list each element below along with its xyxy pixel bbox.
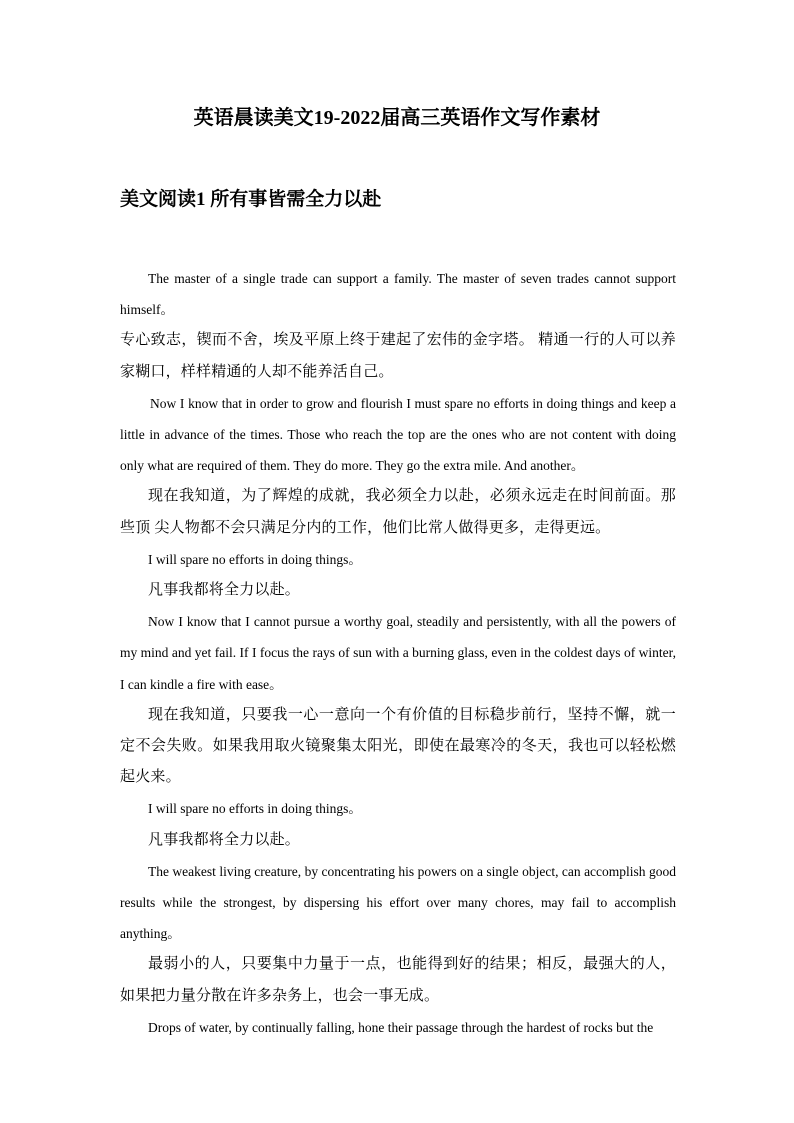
paragraph-cn: 现在我知道，只要我一心一意向一个有价值的目标稳步前行，坚持不懈，就一定不会失败。如果我用取火镜聚集太阳光，即使在最寒冷的冬天，我也可以轻松燃起火来。 <box>120 706 676 786</box>
document-title: 英语晨读美文19-2022届高三英语作文写作素材 <box>193 107 601 129</box>
paragraph-en: I will spare no efforts in doing things。 <box>148 801 362 817</box>
paragraph-cn: 最弱小的人，只要集中力量于一点，也能得到好的结果；相反，最强大的人，如果把力量分散在许多杂务上，也会一事无成。 <box>120 956 676 1004</box>
paragraph-en: Now I know that in order to grow and flourish I must spare no efforts in doing things and keep a little in advance of the times. Those who reach the top are the ones who are not content with doing only what are required of them. They do more. They go the extra mile. And another。 <box>120 395 676 474</box>
paragraph-en: The master of a single trade can support a family. The master of seven trades cannot support himself。 <box>120 271 676 318</box>
paragraph-cn: 凡事我都将全力以赴。 <box>148 831 301 848</box>
paragraph-en: Drops of water, by continually falling, hone their passage through the hardest of rocks but the <box>148 1019 654 1035</box>
section-title: 美文阅读1 所有事皆需全力以赴 <box>120 189 382 210</box>
paragraph-cn: 专心致志，锲而不舍，埃及平原上终于建起了宏伟的金字塔。 精通一行的人可以养家糊口，样样精通的人却不能养活自己。 <box>120 332 676 380</box>
paragraph-cn: 凡事我都将全力以赴。 <box>148 582 301 599</box>
paragraph-cn: 现在我知道，为了辉煌的成就，我必须全力以赴，必须永远走在时间前面。那些顶 尖人物都不会只满足分内的工作，他们比常人做得更多，走得更远。 <box>120 488 676 536</box>
paragraph-en: The weakest living creature, by concentrating his powers on a single object, can accomplish good results while the strongest, by dispersing his effort over many chores, may fail to accomplish anything。 <box>120 863 676 942</box>
paragraph-en: Now I know that I cannot pursue a worthy goal, steadily and persistently, with all the powers of my mind and yet fail. If I focus the rays of sun with a burning glass, even in the coldest days of winter, I can kindle a fire with ease。 <box>120 614 676 692</box>
paragraph-en: I will spare no efforts in doing things。 <box>148 551 362 567</box>
body-text <box>120 263 676 1043</box>
